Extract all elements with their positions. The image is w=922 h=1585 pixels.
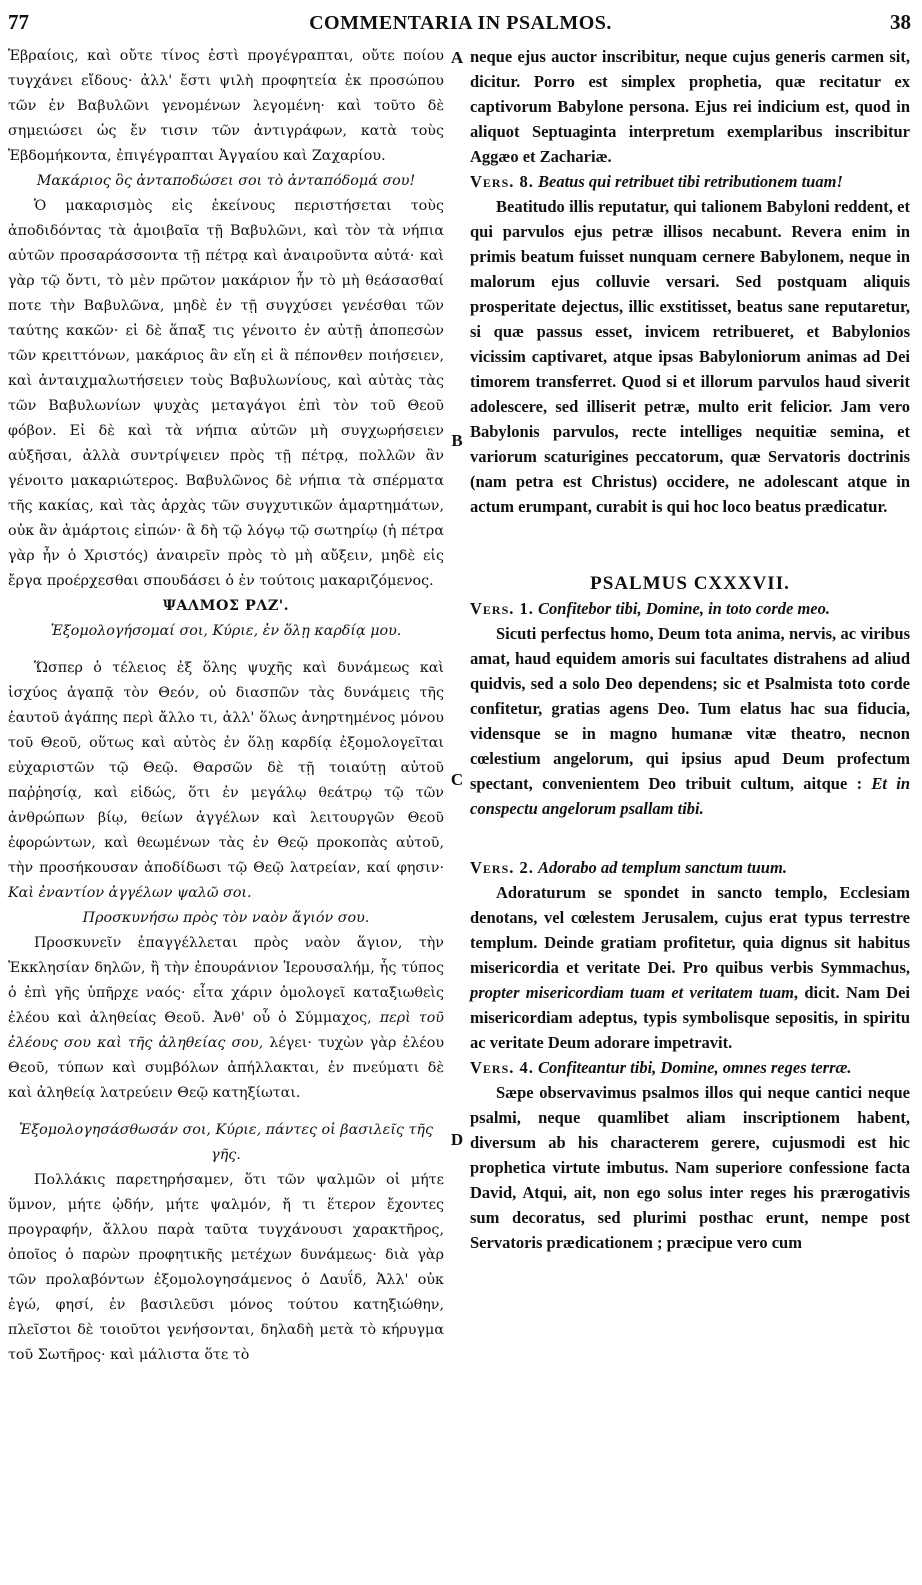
verse-text: Confiteantur tibi, Domine, omnes reges terræ. [538, 1058, 852, 1077]
latin-verse-heading [470, 855, 910, 880]
margin-marker-c: C [450, 770, 464, 789]
verse-text: Confitebor tibi, Domine, in toto corde meo. [538, 599, 830, 618]
greek-text: λέγει· τυχὼν γὰρ ἐλέου Θεοῦ, τύπων καὶ συμβόλων ἀπήλλακται, ἐν πνεύματι δὲ καὶ ἀληθείᾳ λατρεύειν Θεῷ κατηξίωται. [8, 1035, 445, 1101]
latin-quote: propter misericordiam tuam et veritatem tuam [470, 983, 794, 1002]
margin-marker-b: B [451, 431, 463, 450]
greek-paragraph: Πολλάκις παρετηρήσαμεν, ὅτι τῶν ψαλμῶν οἱ μήτε ὕμνον, μήτε ᾠδήν, μήτε ψαλμόν, ἤ τι ἕτερον ἔχοντες προγραφήν, ἄλλου παρὰ ταῦτα τυγχάνουσι χαρακτῆρος, ὁποῖος ὁ παρὼν προφητικῆς μετέχων δυνάμεως· διὰ γὰρ τῶν προλαβόντων ἐξομολογησάμενος ὁ Δαυΐδ, Ἀλλ' οὐκ ἐγώ, φησί, ἐν βασιλεῦσι μόνος τούτου κατηξιώθην, πλεῖστοι δὲ τοιοῦτοι γενήσονται, δηλαδὴ μετὰ τὸ κήρυγμα τοῦ Σωτῆρος· καὶ μάλιστα ὅτε τὸ [8, 1172, 444, 1363]
greek-lemma: Ἐξομολογήσομαί σοι, Κύριε, ἐν ὅλῃ καρδίᾳ μου. [50, 623, 402, 639]
greek-paragraph [8, 931, 444, 1106]
page-header [8, 10, 913, 40]
page-number: 77 [8, 10, 29, 34]
verse-text: Adorabo ad templum sanctum tuum. [538, 858, 787, 877]
margin-marker-d: D [450, 1130, 464, 1149]
latin-paragraph: Beatitudo illis reputatur, qui talionem Babyloni reddent, et qui parvulos ejus petræ illisos necabunt. Revera enim in primis beatum fuisset nunquam cernere Babylonem, neque in malorum ejus colluvie versari. Sed postquam aliquis prosperitate dejectus, illic exstitisset, beatus sane reputaretur, si quæ passus esset, invicem retribueret, et Babylonios vicissim captivaret, atque ipsas Babyloniorum animas ad Dei timorem transferret. Quod si et illorum parvulos haud siverit adolescere, sed illiserit petræ, multo erit felicior. Jam vero Babylonis parvulos, recte intelliges nequitiæ semina, et variorum scaturigines peccatorum, quæ Servatoris doctrinis (nam petra est Christus) occidere, ne adolescant atque in actum erumpant, curabit is qui hoc loco beatus prædicatur. [470, 197, 910, 516]
greek-quote: Καὶ ἐναντίον ἀγγέλων ψαλῶ σοι. [8, 885, 252, 901]
latin-verse-heading [470, 1055, 910, 1080]
latin-verse-heading [470, 596, 910, 621]
latin-text: Adoraturum se spondet in sancto templo, Ecclesiam denotans, vel cœlestem Jerusalem, cujus erat typus terrestre templum. Deinde gratiam profitetur, quia dignus sit habitus misericordia et veritate Dei. Pro quibus verbis Symmachus, [470, 883, 910, 977]
latin-paragraph: neque ejus auctor inscribitur, neque cujus generis carmen sit, dicitur. Porro est simplex prophetia, quæ recitatur ex captivorum Babylone persona. Ejus rei indicium est, quod in aliquot Septuaginta interpretum exemplaribus inscribitur Aggæo et Zachariæ. [470, 47, 910, 166]
margin-marker-a: A [450, 48, 464, 67]
folio-number: 38 [890, 10, 911, 34]
verse-label: Vers. 1. [470, 599, 534, 618]
latin-column [470, 44, 910, 1255]
latin-verse-heading [470, 169, 910, 194]
greek-lemma: Προσκυνήσω πρὸς τὸν ναὸν ἅγιόν σου. [82, 910, 370, 926]
verse-label: Vers. 8. [470, 172, 534, 191]
latin-text: , dicit. Nam Dei misericordiam adeptus, typis symbolisque sepositis, in spiritu ac veritate Deum adorare impetravit. [470, 983, 910, 1052]
greek-paragraph: Ἑβραίοις, καὶ οὔτε τίνος ἐστὶ προγέγραπται, οὔτε ποίου τυγχάνει εἴδους· ἀλλ' ἔστι ψιλὴ προφητεία ἐκ προσώπου τῶν ἐν Βαβυλῶνι γενομένων λεγομένη· καὶ τοῦτο δὲ σημειώσει ὡς ἔν τισιν τῶν ἀντιγράφων, κατὰ τοὺς Ἑβδομήκοντα, ἐπιγέγραπται Ἀγγαίου καὶ Ζαχαρίου. [8, 48, 444, 164]
greek-quote: περὶ τοῦ ἐλέους σου καὶ τῆς ἀληθείας σου, [8, 1010, 444, 1051]
greek-lemma: Ἐξομολογησάσθωσάν σοι, Κύριε, πάντες οἱ βασιλεῖς τῆς γῆς. [19, 1122, 433, 1163]
verse-label: Vers. 4. [470, 1058, 534, 1077]
greek-text: Ὥσπερ ὁ τέλειος ἐξ ὅλης ψυχῆς καὶ δυνάμεως καὶ ἰσχύος ἀγαπᾷ τὸν Θεόν, οὐ διασπῶν τὰς δυνάμεις τῆς ἑαυτοῦ ἀγάπης περὶ ἄλλο τι, ἀλλ' ὅλως ἀνηρτημένος μόνου τοῦ Θεοῦ, οὕτως καὶ αὐτὸς ἐν ὅλῃ καρδίᾳ ἐξομολογεῖται εὐχαριστῶν τῷ Θεῷ. Θαρσῶν δὲ τῇ τοιαύτῃ αὐτοῦ παῤῥησίᾳ, καὶ εἰδώς, ὅτι ἐν μεγάλῳ θεάτρῳ τῷ τῶν ἀνθρώπων βίῳ, θείων ἀγγέλων καὶ λειτουργῶν Θεοῦ ἐφορώντων, καὶ θεωμένων τὰς ἐν Θεῷ προκοπὰς αὐτοῦ, τὴν προσήκουσαν ἀποδίδωσι τῷ Θεῷ λατρείαν, καί φησιν· [8, 660, 444, 876]
greek-paragraph [8, 656, 444, 906]
greek-column [8, 44, 444, 1368]
latin-paragraph [470, 621, 910, 821]
greek-psalm-heading: ΨΑΛΜΟΣ ΡΛΖ'. [162, 598, 290, 614]
latin-quote: Et in conspectu angelorum psallam tibi. [470, 774, 910, 818]
latin-paragraph [470, 880, 910, 1055]
latin-paragraph: Sæpe observavimus psalmos illos qui neque cantici neque psalmi, neque quamlibet aliam inscriptionem habent, diversum ab his characterem gerere, cujusmodi est hic prophetica virtute imbutus. Nam superiore confessione facta David, Atqui, ait, non ego solus inter reges his prærogativis sum decoratus, sed plurimi posthac erunt, nempe post Servatoris prædicationem ; præcipue vero cum [470, 1083, 910, 1252]
greek-paragraph: Ὁ μακαρισμὸς εἰς ἐκείνους περιστήσεται τοὺς ἀποδιδόντας τὰ ἀμοιβαῖα τῇ Βαβυλῶνι, καὶ τὸν τὰ νήπια αὐτῶν προσαράσσοντα τῇ πέτρᾳ καὶ ἀναιροῦντα αὐτά· καὶ γὰρ τῷ ὄντι, τὸ μὲν πρῶτον μακάριον ἦν τὸ μὴ θεάσασθαί ποτε τὴν Βαβυλῶνα, μηδὲ ἐν τῇ συγχύσει γενέσθαι τῶν ταύτης κακῶν· εἰ δὲ ἅπαξ τις γένοιτο ἐν αὐτῇ ἀποπεσὼν τῶν κρειττόνων, μακάριος ἂν εἴη εἰ ἃ πέπονθεν ποιήσειεν, καὶ ἀνταιχμαλωτήσειεν τοὺς Βαβυλωνίους, καὶ αὐτὰς τὰς τῶν Βαβυλωνίων ψυχὰς μεταγάγοι ἐπὶ τὸν τοῦ Θεοῦ φόβον. Εἰ δὲ καὶ τὰ νήπια αὐτῶν μὴ συγχωρήσειεν αὐξῆσαι, ἀλλὰ συντρίψειεν πρὸς τῇ πέτρᾳ, πολλῶν ἂν γένοιτο μακαριώτερος. Βαβυλῶνος δὲ νήπια τὰ σπέρματα τῆς κακίας, καὶ τὰς ἀρχὰς τῶν συγχυτικῶν ἁμαρτημάτων, οὐκ ἂν ἁμάρτοις εἰπών· ἃ δὴ τῷ λόγῳ τῷ σωτηρίῳ (ἡ πέτρα γὰρ ἦν ὁ Χριστός) ἀναιρεῖν πρὸς τὸ μὴ αὔξειν, μηδὲ εἰς ἔργα προέρχεσθαι σπουδάσει ὁ ἐν τούτοις μακαριζόμενος. [8, 198, 444, 589]
running-title: COMMENTARIA IN PSALMOS. [309, 12, 612, 34]
greek-text: Προσκυνεῖν ἐπαγγέλλεται πρὸς ναὸν ἅγιον, τὴν Ἐκκλησίαν δηλῶν, ἢ τὴν ἐπουράνιον Ἱερουσαλήμ, ἧς τύπος ὁ ἐπὶ γῆς ὑπῆρχε ναός· εἶτα χάριν ὁμολογεῖ καταξιωθεὶς ἐλέου καὶ ἀληθείας Θεοῦ. Ἀνθ' οὗ ὁ Σύμμαχος, [8, 935, 444, 1026]
greek-lemma: Μακάριος ὃς ἀνταποδώσει σοι τὸ ἀνταπόδομά σου! [36, 173, 416, 189]
verse-text: Beatus qui retribuet tibi retributionem tuam! [538, 172, 843, 191]
latin-text: Sicuti perfectus homo, Deum tota anima, nervis, ac viribus amat, haud equidem amoris sui facultates distrahens ad aliud quidvis, sed a solo Deo dependens; sic et Psalmista toto corde confitetur, gratias agens Deo. Tum elatus hac sua fiducia, vidensque se in magno humanæ vitæ theatro, necnon cœlestium angelorum, qui ipsius apud Deum profectum spectant, convenientem Deo tribuit cultum, aitque : [470, 624, 910, 793]
psalm-title: PSALMUS CXXXVII. [590, 573, 790, 594]
verse-label: Vers. 2. [470, 858, 534, 877]
